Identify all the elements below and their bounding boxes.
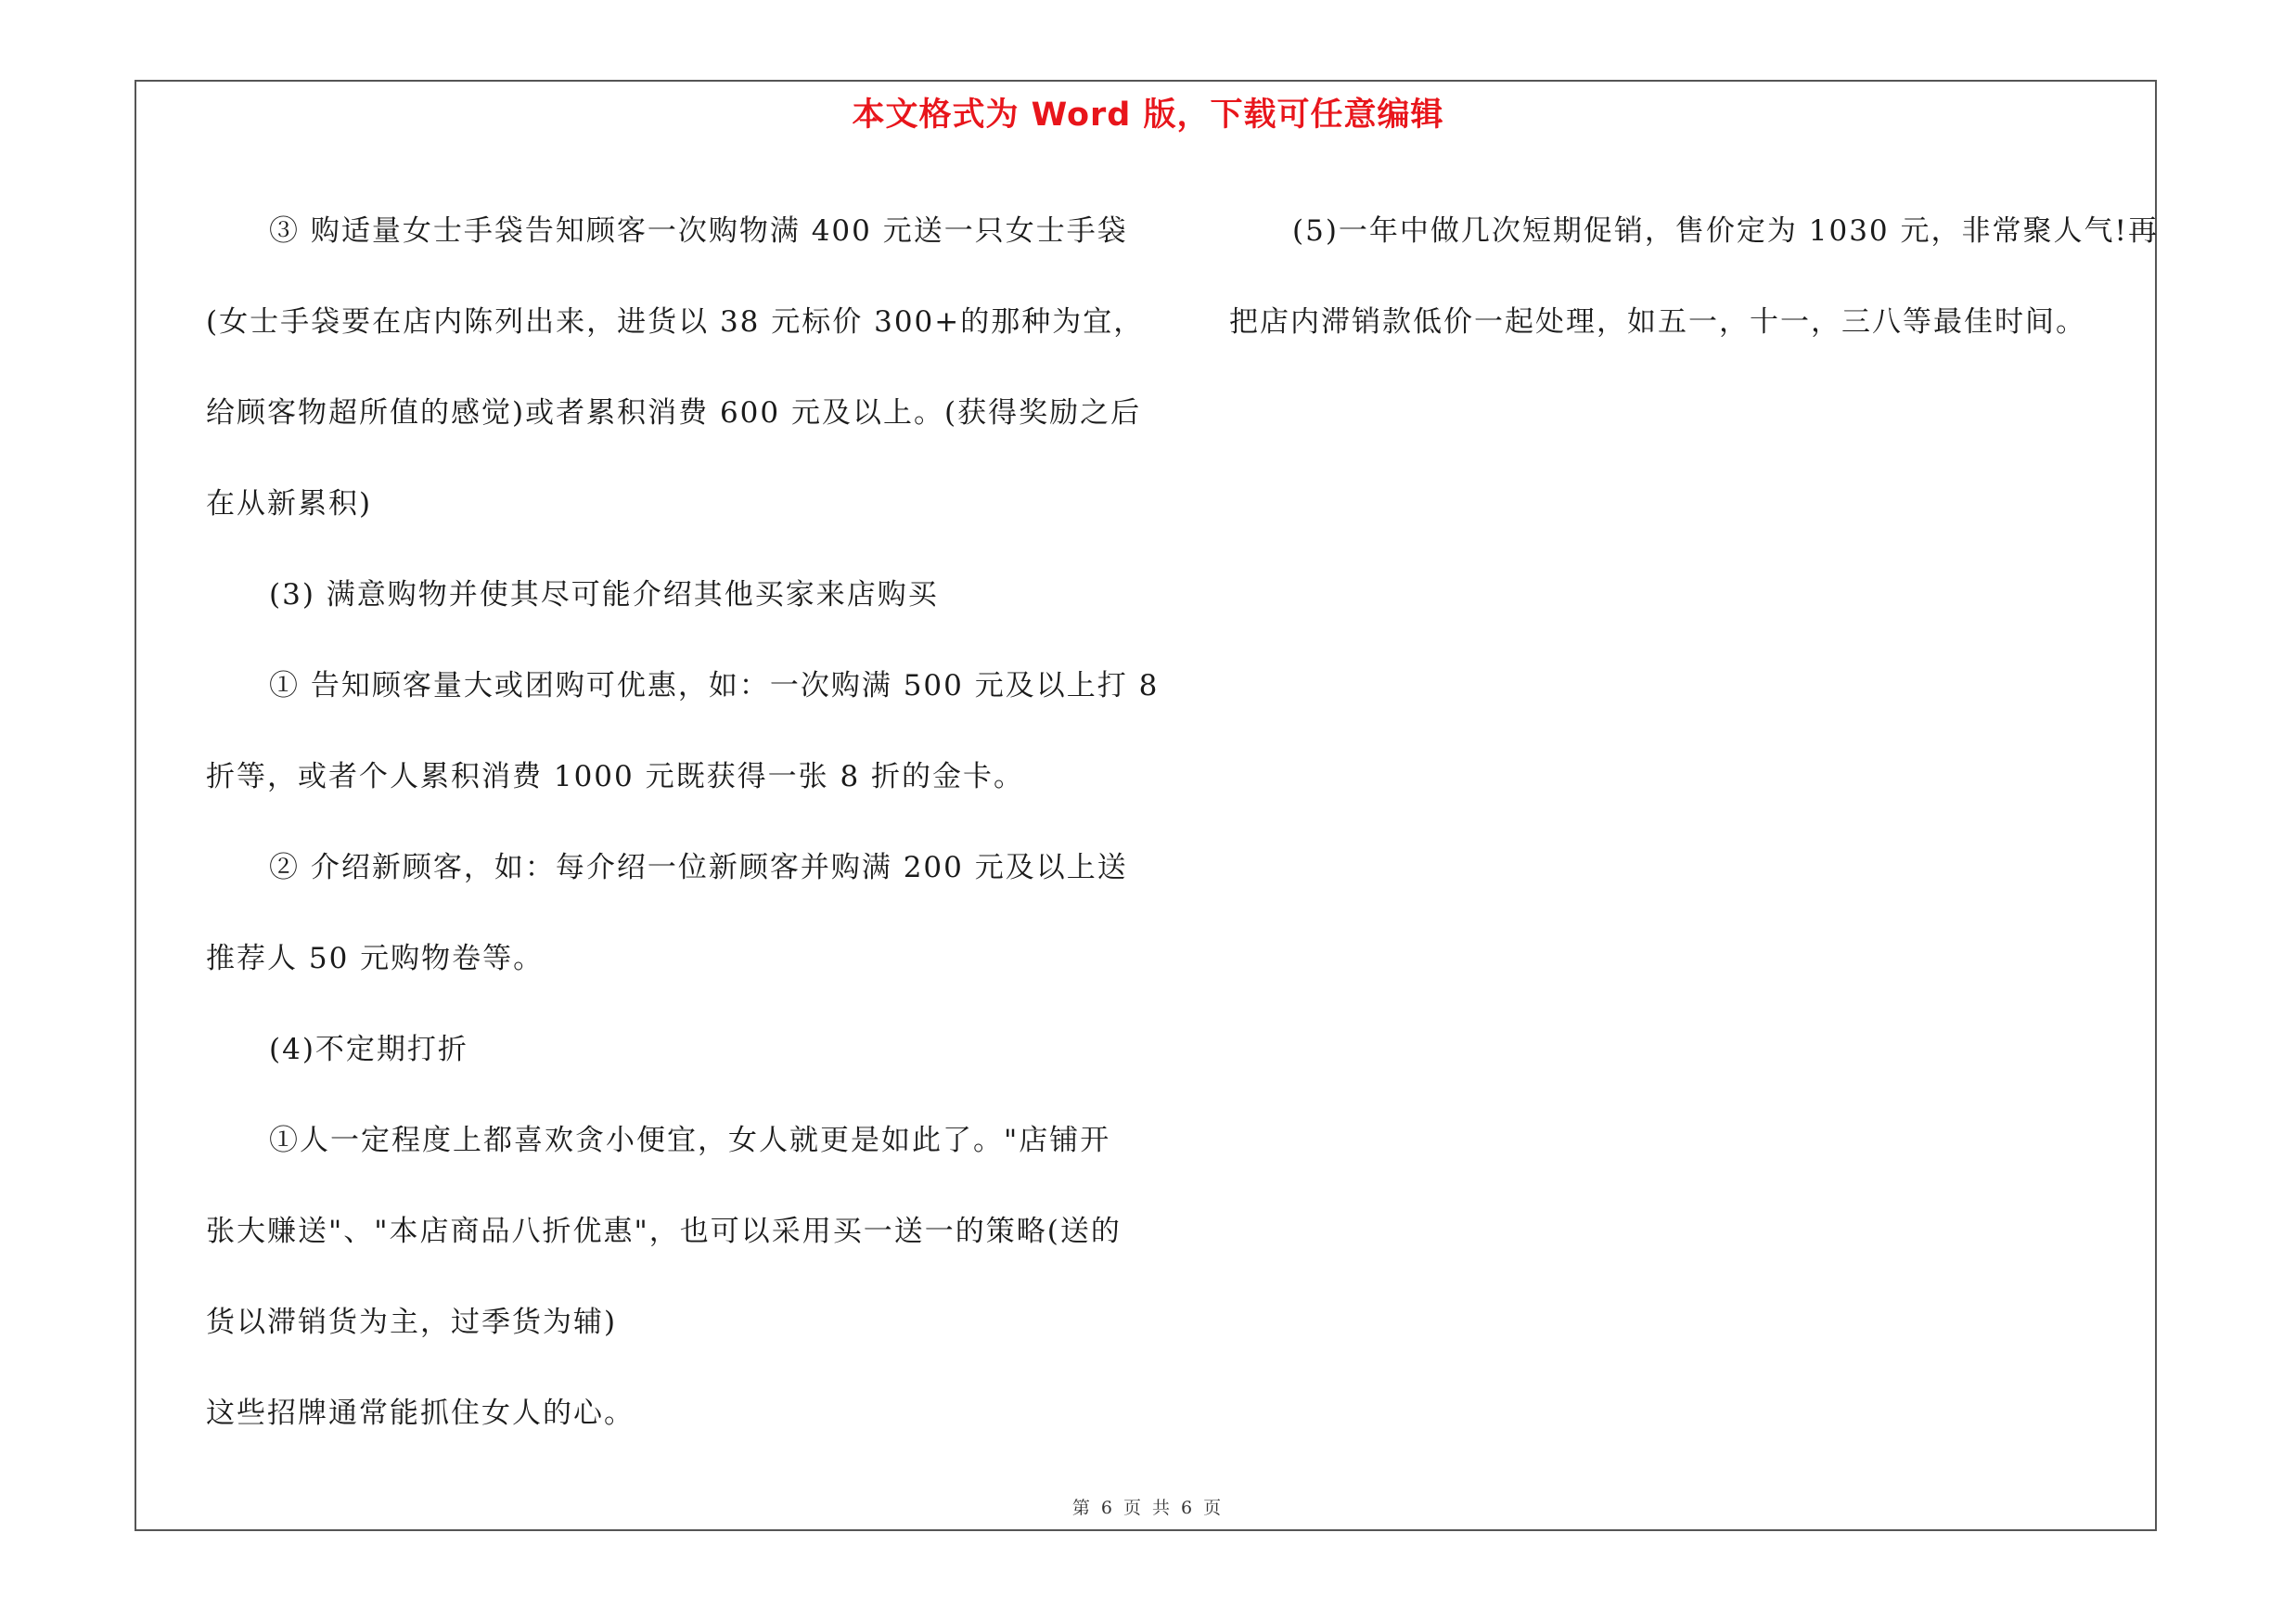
paragraph-line: 给顾客物超所值的感觉)或者累积消费 600 元及以上。(获得奖励之后: [206, 396, 1142, 430]
paragraph-line: ② 介绍新顾客，如：每介绍一位新顾客并购满 200 元及以上送: [269, 851, 1128, 884]
page-number-footer: 第 6 页 共 6 页: [1071, 1498, 1225, 1518]
paragraph-line: ③ 购适量女士手袋告知顾客一次购物满 400 元送一只女士手袋: [269, 214, 1128, 248]
paragraph-line: (5)一年中做几次短期促销，售价定为 1030 元，非常聚人气!再: [1292, 214, 2159, 248]
paragraph-line: 这些招牌通常能抓住女人的心。: [206, 1397, 635, 1430]
paragraph-line: 推荐人 50 元购物卷等。: [206, 942, 545, 975]
paragraph-line: 在从新累积): [206, 487, 373, 521]
paragraph-line: 把店内滞销款低价一起处理，如五一，十一，三八等最佳时间。: [1229, 305, 2086, 339]
left-text-column: [206, 186, 1160, 1459]
paragraph-line: (女士手袋要在店内陈列出来，进货以 38 元标价 300+的那种为宜，: [206, 305, 1145, 339]
paragraph-line: 张大赚送"、"本店商品八折优惠"，也可以采用买一送一的策略(送的: [206, 1215, 1122, 1248]
right-text-column: [1229, 186, 2159, 367]
paragraph-line: 货以滞销货为主，过季货为辅): [206, 1306, 618, 1339]
paragraph-line: ① 告知顾客量大或团购可优惠，如：一次购满 500 元及以上打 8: [269, 669, 1160, 702]
paragraph-line: (4)不定期打折: [269, 1033, 468, 1066]
paragraph-line: (3) 满意购物并使其尽可能介绍其他买家来店购买: [269, 578, 939, 612]
editable-format-banner: 本文格式为 Word 版，下载可任意编辑: [852, 97, 1444, 134]
paragraph-line: 折等，或者个人累积消费 1000 元既获得一张 8 折的金卡。: [206, 760, 1025, 793]
paragraph-line: ①人一定程度上都喜欢贪小便宜，女人就更是如此了。"店铺开: [269, 1124, 1111, 1157]
